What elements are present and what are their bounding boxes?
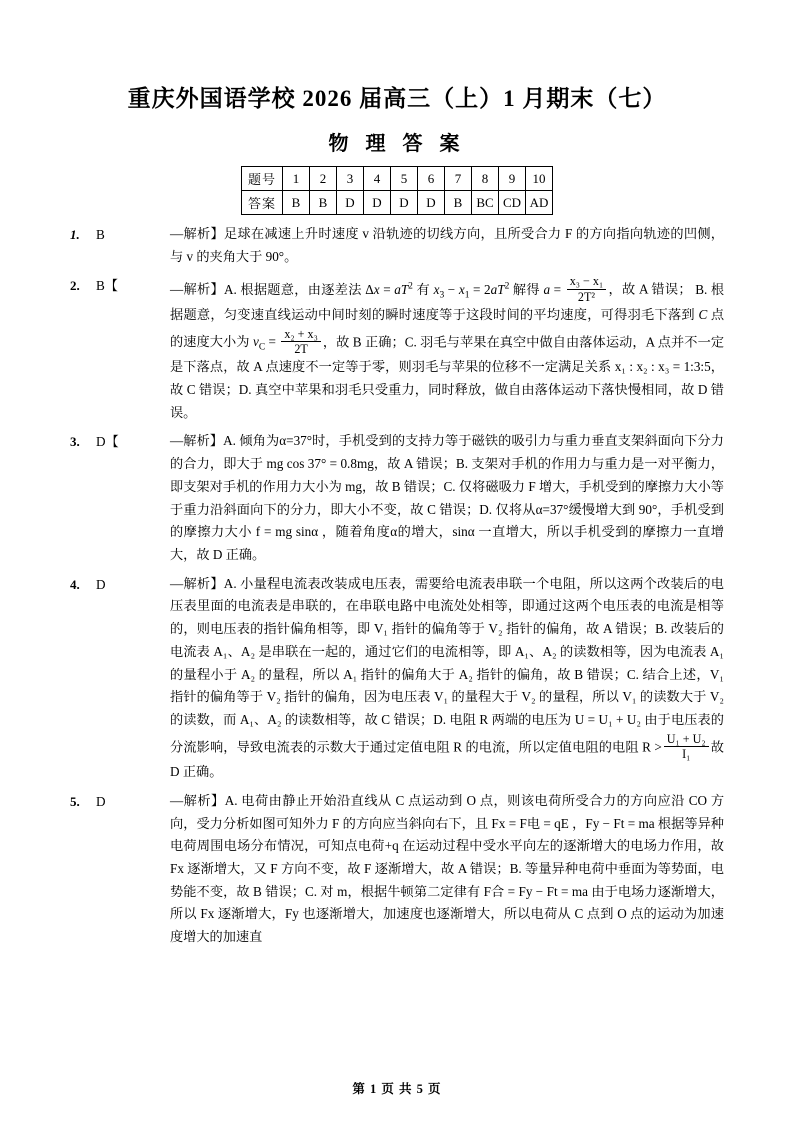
table-cell: D xyxy=(418,191,445,215)
solution-number: 1. xyxy=(70,227,80,242)
solution-text-c: C. 羽毛与苹果在真空中做自由落体运动，A 点并不一定是下落点，故 A 点速度不一定等于零，则羽毛与苹果的位移不一定满足关系 x₁ : x₂ : x₃ = 1:3:5，故 C 错误； xyxy=(170,334,725,398)
table-cell: D xyxy=(391,191,418,215)
solution-lead: —解析】 xyxy=(170,226,224,241)
solution-answer: B【 xyxy=(96,278,118,294)
table-cell: D xyxy=(364,191,391,215)
solution-item-2 xyxy=(70,274,724,424)
solution-lead: —解析】 xyxy=(170,792,225,808)
solution-lead: —解析】 xyxy=(170,575,224,591)
fraction-d xyxy=(664,732,709,762)
solution-lead: —解析】 xyxy=(170,433,224,449)
table-cell: 6 xyxy=(418,167,445,191)
solution-number: 4. xyxy=(70,576,80,592)
solution-text: A. 电荷由静止开始沿直线从 C 点运动到 O 点，则该电荷所受合力的方向应沿 CO 方向，受力分析如图可知外力 F 的方向应当斜向右下，且 Fx = F电 = qE ，Fy − Ft = ma 根据等异种电荷周围电场分布情况，可知点电荷+q 在运动过程中受水平向左的逐渐增大的电场力作用，故 Fx 逐渐增大，又 F 方向不变，故 F 逐渐增大，故 A 错误；B. 等量异种电荷中垂面为等势面，电势能不变，故 B 错误；C. 对 m，根据牛顿第二定律有 F合 = Fy − Ft = ma 由于电场力逐渐增大，所以 Fx 逐渐增大，Fy 也逐渐增大，加速度也逐渐增大，所以电荷从 C 点到 O 点的运动为加速度增大的加速直 xyxy=(170,792,725,945)
table-cell: B xyxy=(445,191,472,215)
fraction-numerator: x₂ + x₃ xyxy=(281,327,320,342)
table-cell: 3 xyxy=(337,167,364,191)
solution-answer: D xyxy=(96,576,106,592)
fraction-b xyxy=(281,327,320,357)
solution-text-d-end: 故 D 正确。 xyxy=(170,739,724,780)
solution-text-c: C. 结合上述，V₁ 指针的偏角等于 V₂ 指针的偏角，因为电压表 V₁ 的量程大于 V₂ 的量程，所以 V₁ 的读数大于 V₂ 的读数，而 A₁、A₂ 的读数相等，故 C 错误； xyxy=(170,666,724,727)
fraction-a xyxy=(567,274,606,304)
table-cell: CD xyxy=(499,191,526,215)
solution-answer: B xyxy=(96,227,105,242)
row-header-answer: 答案 xyxy=(242,191,283,215)
table-cell: 9 xyxy=(499,167,526,191)
fraction-numerator: x₃ − x₁ xyxy=(567,274,606,289)
solution-number: 3. xyxy=(70,434,80,450)
solution-item-3 xyxy=(70,430,724,566)
solution-text: A. 倾角为α=37°时，手机受到的支持力等于磁铁的吸引力与重力垂直支架斜面向下分力的合力，即大于 mg cos 37° = 0.8mg，故 A 错误；B. 支架对手机的作用力与重力是一对平衡力，即支架对手机的作用力大小为 mg，故 B 错误；C. 仅将磁吸力 F 增大，手机受到的摩擦力大小等于重力沿斜面向下的分力，即大小不变，故 C 错误；D. 仅将从α=37°缓慢增大到 90°，手机受到的摩擦力大小 f = mg sinα ，随着角度α的增大，sinα 一直增大，所以手机受到的摩擦力一直增大，故 D 正确。 xyxy=(170,433,724,562)
solution-lead: —解析】 xyxy=(170,282,224,298)
solution-text-b: B. 改装后的电流表 A₁、A₂ 是串联在一起的，通过它们的电流相等，即 A₁、A₂ 的读数相等，因为电流表 A₁ 的量程小于 A₂ 的量程，所以 A₁ 指针的偏角大于 A₂ 指针的偏角，故 B 错误； xyxy=(170,621,724,682)
table-cell: BC xyxy=(472,191,499,215)
fraction-denominator: 2T xyxy=(294,342,308,357)
solution-item-1 xyxy=(70,223,724,268)
table-cell: AD xyxy=(526,191,553,215)
solution-text-a-end: ，故 A 错误； xyxy=(608,282,692,298)
table-cell: 7 xyxy=(445,167,472,191)
solution-body xyxy=(170,790,724,949)
page-footer: 第 1 页 共 5 页 xyxy=(352,1082,442,1096)
table-cell: 8 xyxy=(472,167,499,191)
solution-text-d-pre: D. 电阻 R 两端的电压为 U = U₁ + U₂ 由于电压表的分流影响，导致电流表的示数大于通过定值电阻 R 的电流，所以定值电阻的电阻 R > xyxy=(170,711,724,755)
solution-answer: D xyxy=(96,793,106,809)
table-cell: 10 xyxy=(526,167,553,191)
solution-body xyxy=(170,430,724,566)
solution-body xyxy=(170,274,724,424)
solution-text-b-pre: B. 根据题意，匀变速直线运动中间时刻的瞬时速度等于这段时间的平均速度，可得羽毛下落到 C 点的速度大小为 $v_C$ = xyxy=(170,282,725,354)
table-cell: B xyxy=(283,191,310,215)
table-cell: B xyxy=(310,191,337,215)
solution-text: 足球在减速上升时速度 v 沿轨迹的切线方向，且所受合力 F 的方向指向轨迹的凹侧，与 v 的夹角大于 90°。 xyxy=(170,226,724,264)
fraction-denominator: I₁ xyxy=(682,746,691,761)
table-row-question-numbers xyxy=(242,167,553,191)
solution-body xyxy=(170,573,724,784)
table-row-answers xyxy=(242,191,553,215)
fraction-denominator: 2T² xyxy=(577,289,596,304)
solution-text-d: D. 真空中苹果和羽毛只受重力，同时释放，做自由落体运动下落快慢相同，故 D 错误。 xyxy=(170,382,724,420)
table-cell: 4 xyxy=(364,167,391,191)
table-cell: 5 xyxy=(391,167,418,191)
solution-body xyxy=(170,223,724,268)
solution-text-a-pre: A. 根据题意，由逐差法 $\Delta x = aT^2$ 有 $x_3 - x_1 = 2aT^2$ 解得 a = xyxy=(223,281,565,301)
answer-key-table xyxy=(241,166,553,215)
solution-number: 2. xyxy=(70,278,80,294)
row-header-question: 题号 xyxy=(242,167,283,191)
solution-answer: D【 xyxy=(96,434,119,450)
fraction-numerator: U₁ + U₂ xyxy=(664,732,709,747)
solution-text-b-end: ，故 B 正确； xyxy=(322,334,405,350)
table-cell: 2 xyxy=(310,167,337,191)
solution-item-5 xyxy=(70,790,724,949)
table-cell: 1 xyxy=(283,167,310,191)
solution-item-4 xyxy=(70,573,724,784)
page-title: 重庆外国语学校 2026 届高三（上）1 月期末（七） xyxy=(127,86,667,111)
page-subtitle: 物 理 答 案 xyxy=(328,133,466,155)
solution-number: 5. xyxy=(70,793,80,809)
table-cell: D xyxy=(337,191,364,215)
solution-text-a: A. 小量程电流表改装成电压表，需要给电流表串联一个电阻，所以这两个改装后的电压表里面的电流表是串联的，在串联电路中电流处处相等，即通过这两个电压表的电流是相等的，则电压表的指针偏角相等，即 V₁ 指针的偏角等于 V₂ 指针的偏角，故 A 错误； xyxy=(170,575,724,637)
